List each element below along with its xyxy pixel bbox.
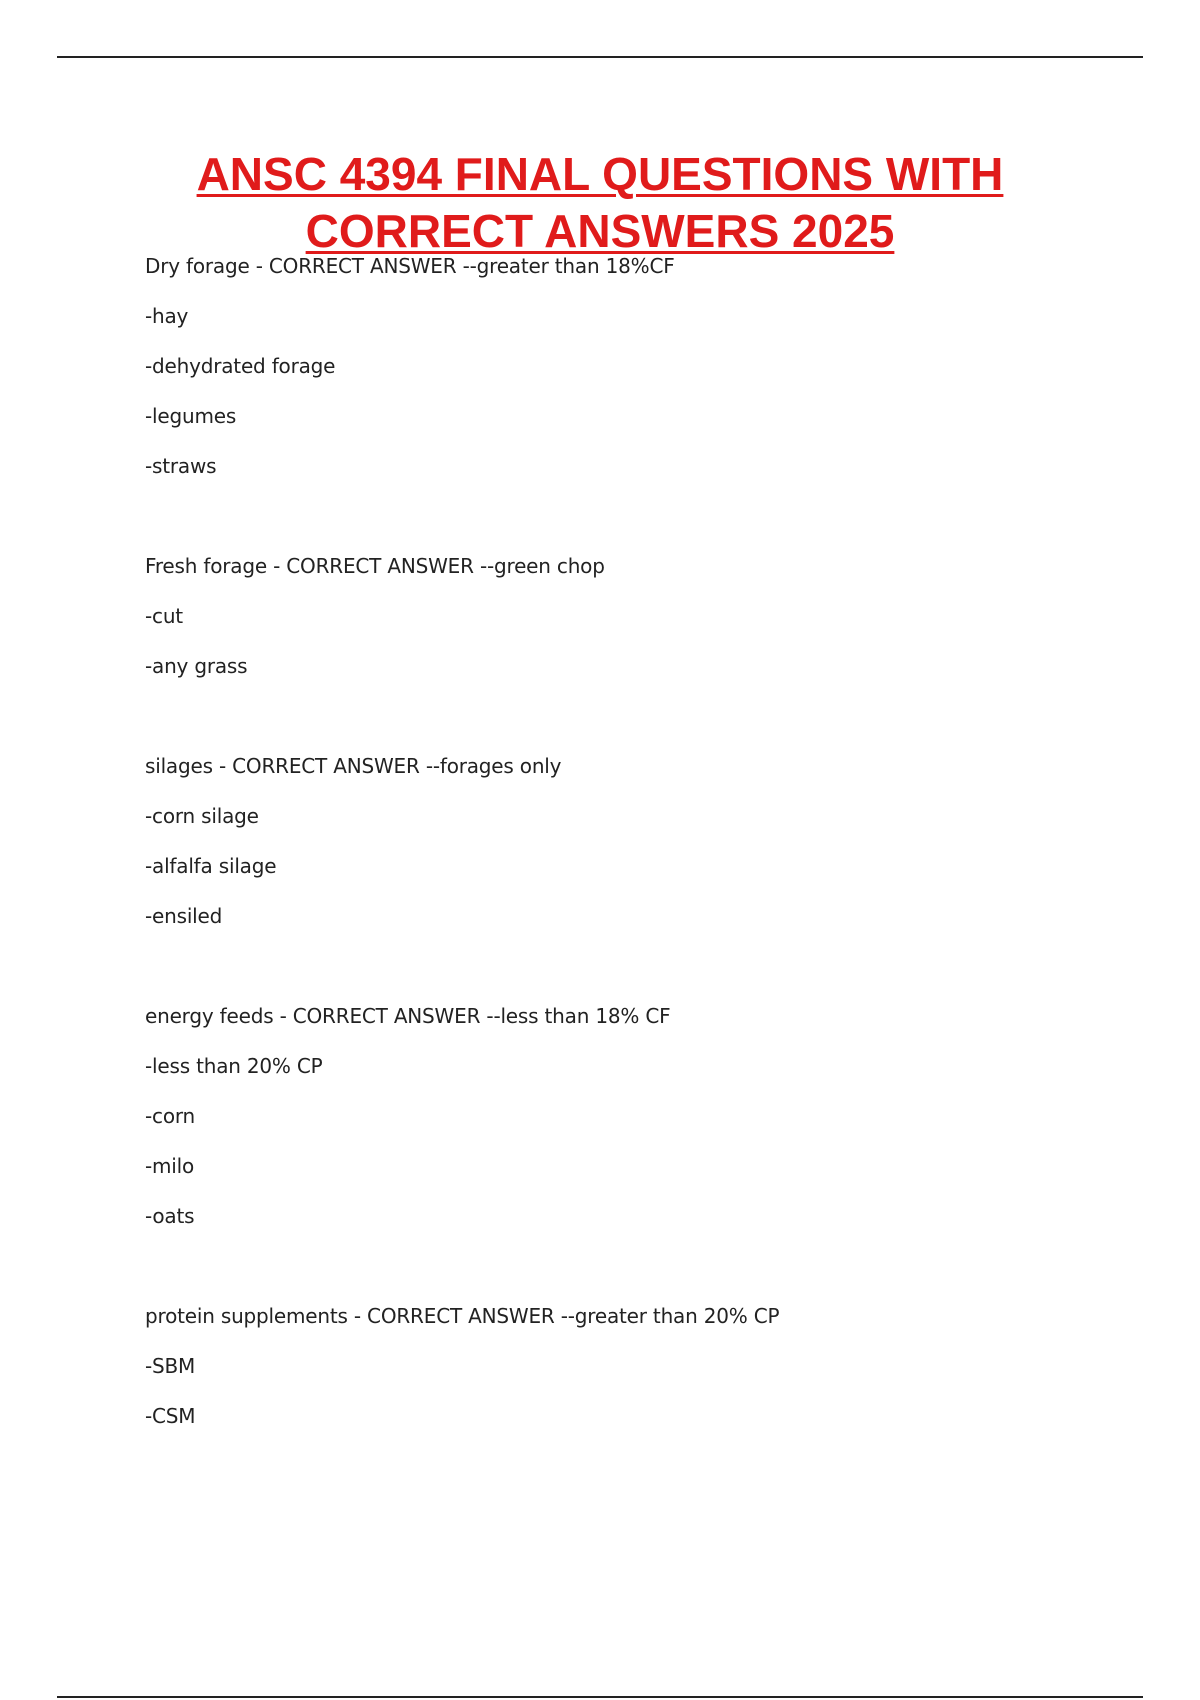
question-line: Fresh forage - CORRECT ANSWER --green chop [145,554,605,578]
footer-rule [57,1696,1143,1698]
title-line-1: ANSC 4394 FINAL QUESTIONS WITH [196,148,1004,200]
answer-item: -oats [145,1204,195,1228]
question-line: silages - CORRECT ANSWER --forages only [145,754,562,778]
answer-item: -any grass [145,654,248,678]
answer-item: -alfalfa silage [145,854,277,878]
answer-item: -legumes [145,404,237,428]
answer-item: -ensiled [145,904,223,928]
answer-item: -milo [145,1154,195,1178]
question-line: Dry forage - CORRECT ANSWER --greater than 18%CF [145,254,675,278]
header-rule [57,56,1143,58]
entry-spacer [145,704,1105,754]
answer-item: -corn silage [145,804,259,828]
qa-entry [145,1004,1105,1228]
answer-item: -straws [145,454,217,478]
question-line: energy feeds - CORRECT ANSWER --less than 18% CF [145,1004,671,1028]
qa-entry [145,1304,1105,1428]
answer-item: -SBM [145,1354,196,1378]
answer-item: -corn [145,1104,195,1128]
entry-spacer [145,1254,1105,1304]
qa-entry [145,554,1105,678]
answer-item: -less than 20% CP [145,1054,323,1078]
title-line-2: CORRECT ANSWERS 2025 [305,205,895,257]
qa-entry [145,254,1105,478]
question-line: protein supplements - CORRECT ANSWER --greater than 20% CP [145,1304,780,1328]
entry-spacer [145,504,1105,554]
entry-spacer [145,954,1105,1004]
answer-item: -dehydrated forage [145,354,336,378]
qa-entry [145,754,1105,928]
answer-item: -cut [145,604,183,628]
qa-list [145,254,1105,1454]
answer-item: -hay [145,304,189,328]
document-title [0,146,1200,260]
answer-item: -CSM [145,1404,196,1428]
